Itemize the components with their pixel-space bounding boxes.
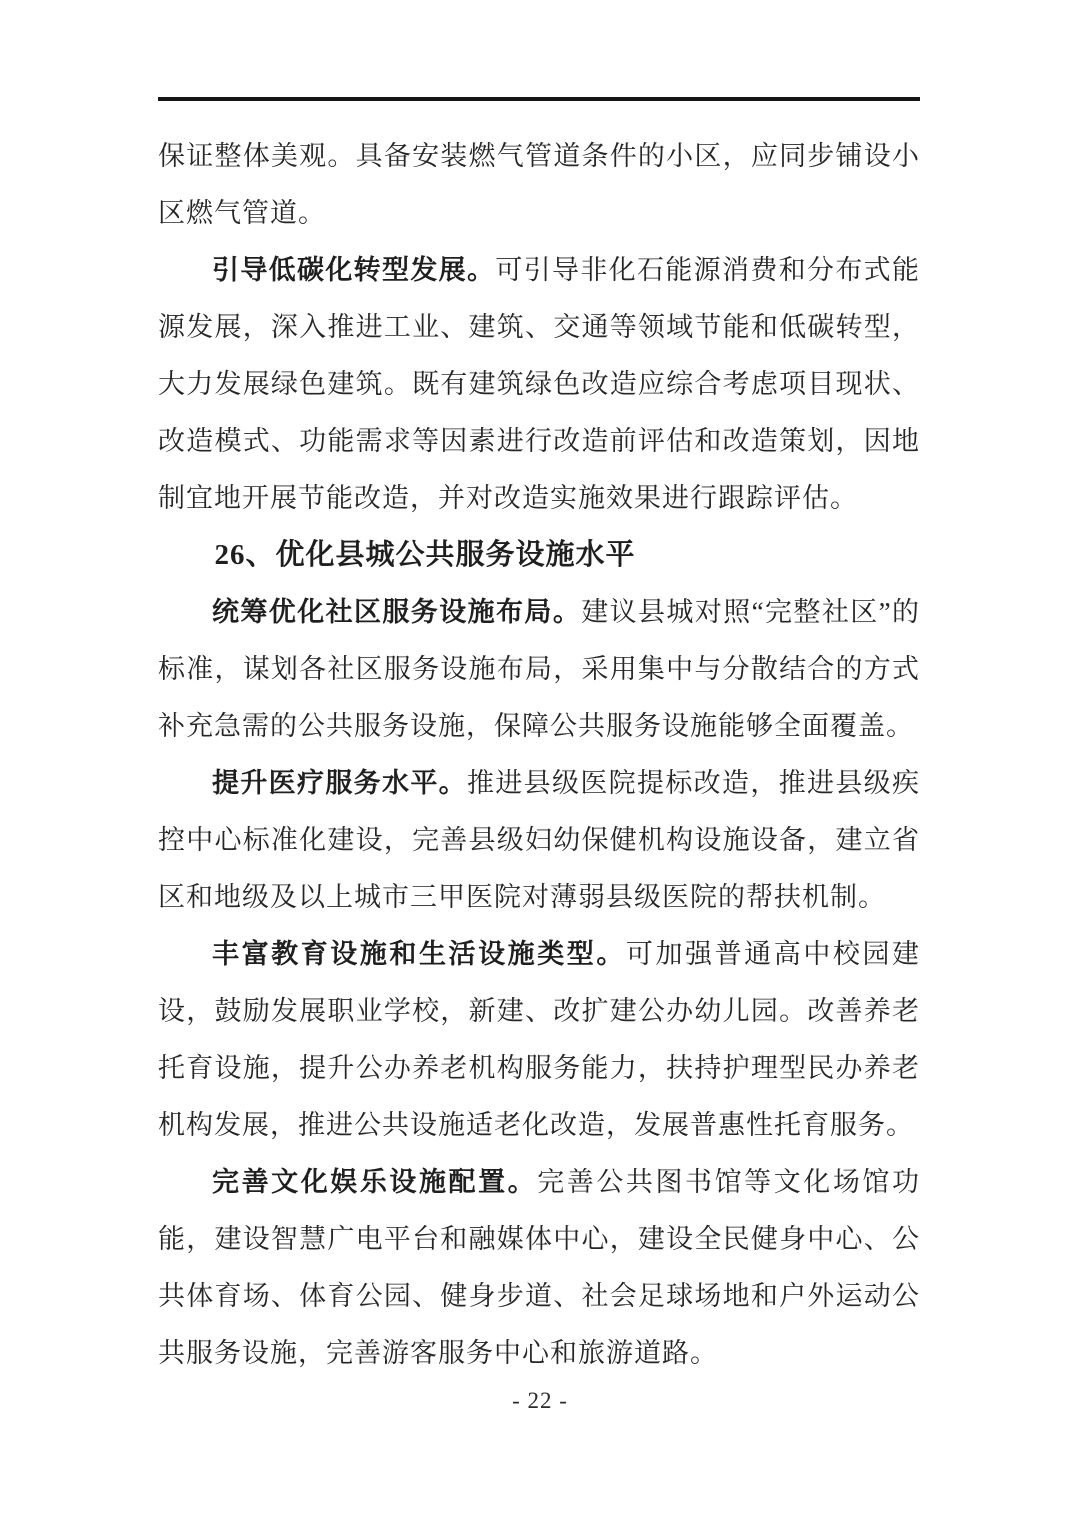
paragraph-text: 保证整体美观。具备安装燃气管道条件的小区，应同步铺设小区燃气管道。 xyxy=(158,141,920,228)
paragraph-lead: 提升医疗服务水平。 xyxy=(212,768,467,798)
body-paragraph xyxy=(158,926,920,1154)
paragraph-lead: 引导低碳化转型发展。 xyxy=(212,255,496,285)
body-paragraph xyxy=(158,128,920,242)
paragraph-text: 可引导非化石能源消费和分布式能源发展，深入推进工业、建筑、交通等领域节能和低碳转型，大力发展绿色建筑。既有建筑绿色改造应综合考虑项目现状、改造模式、功能需求等因素进行改造前评估和改造策划，因地制宜地开展节能改造，并对改造实施效果进行跟踪评估。 xyxy=(158,255,921,513)
page-number: - 22 - xyxy=(512,1388,568,1413)
paragraph-lead: 完善文化娱乐设施配置。 xyxy=(212,1167,538,1197)
body-paragraph xyxy=(158,755,920,926)
header-rule xyxy=(158,97,920,101)
section-heading: 26、优化县城公共服务设施水平 xyxy=(214,539,636,571)
paragraph-lead: 统筹优化社区服务设施布局。 xyxy=(212,597,582,627)
paragraph-text: 建议县城对照“完整社区”的标准，谋划各社区服务设施布局，采用集中与分散结合的方式补充急需的公共服务设施，保障公共服务设施能够全面覆盖。 xyxy=(158,597,921,741)
paragraph-text: 推进县级医院提标改造，推进县级疾控中心标准化建设，完善县级妇幼保健机构设施设备，建立省区和地级及以上城市三甲医院对薄弱县级医院的帮扶机制。 xyxy=(158,768,920,912)
body-paragraph xyxy=(158,242,920,527)
body-paragraph xyxy=(158,584,920,755)
paragraph-lead: 丰富教育设施和生活设施类型。 xyxy=(212,939,626,969)
body-paragraph xyxy=(158,1154,920,1382)
document-content xyxy=(158,128,920,1382)
paragraph-text: 完善公共图书馆等文化场馆功能，建设智慧广电平台和融媒体中心，建设全民健身中心、公共体育场、体育公园、健身步道、社会足球场地和户外运动公共服务设施，完善游客服务中心和旅游道路。 xyxy=(158,1167,921,1368)
paragraph-text: 可加强普通高中校园建设，鼓励发展职业学校，新建、改扩建公办幼儿园。改善养老托育设施，提升公办养老机构服务能力，扶持护理型民办养老机构发展，推进公共设施适老化改造，发展普惠性托育服务。 xyxy=(158,939,921,1140)
